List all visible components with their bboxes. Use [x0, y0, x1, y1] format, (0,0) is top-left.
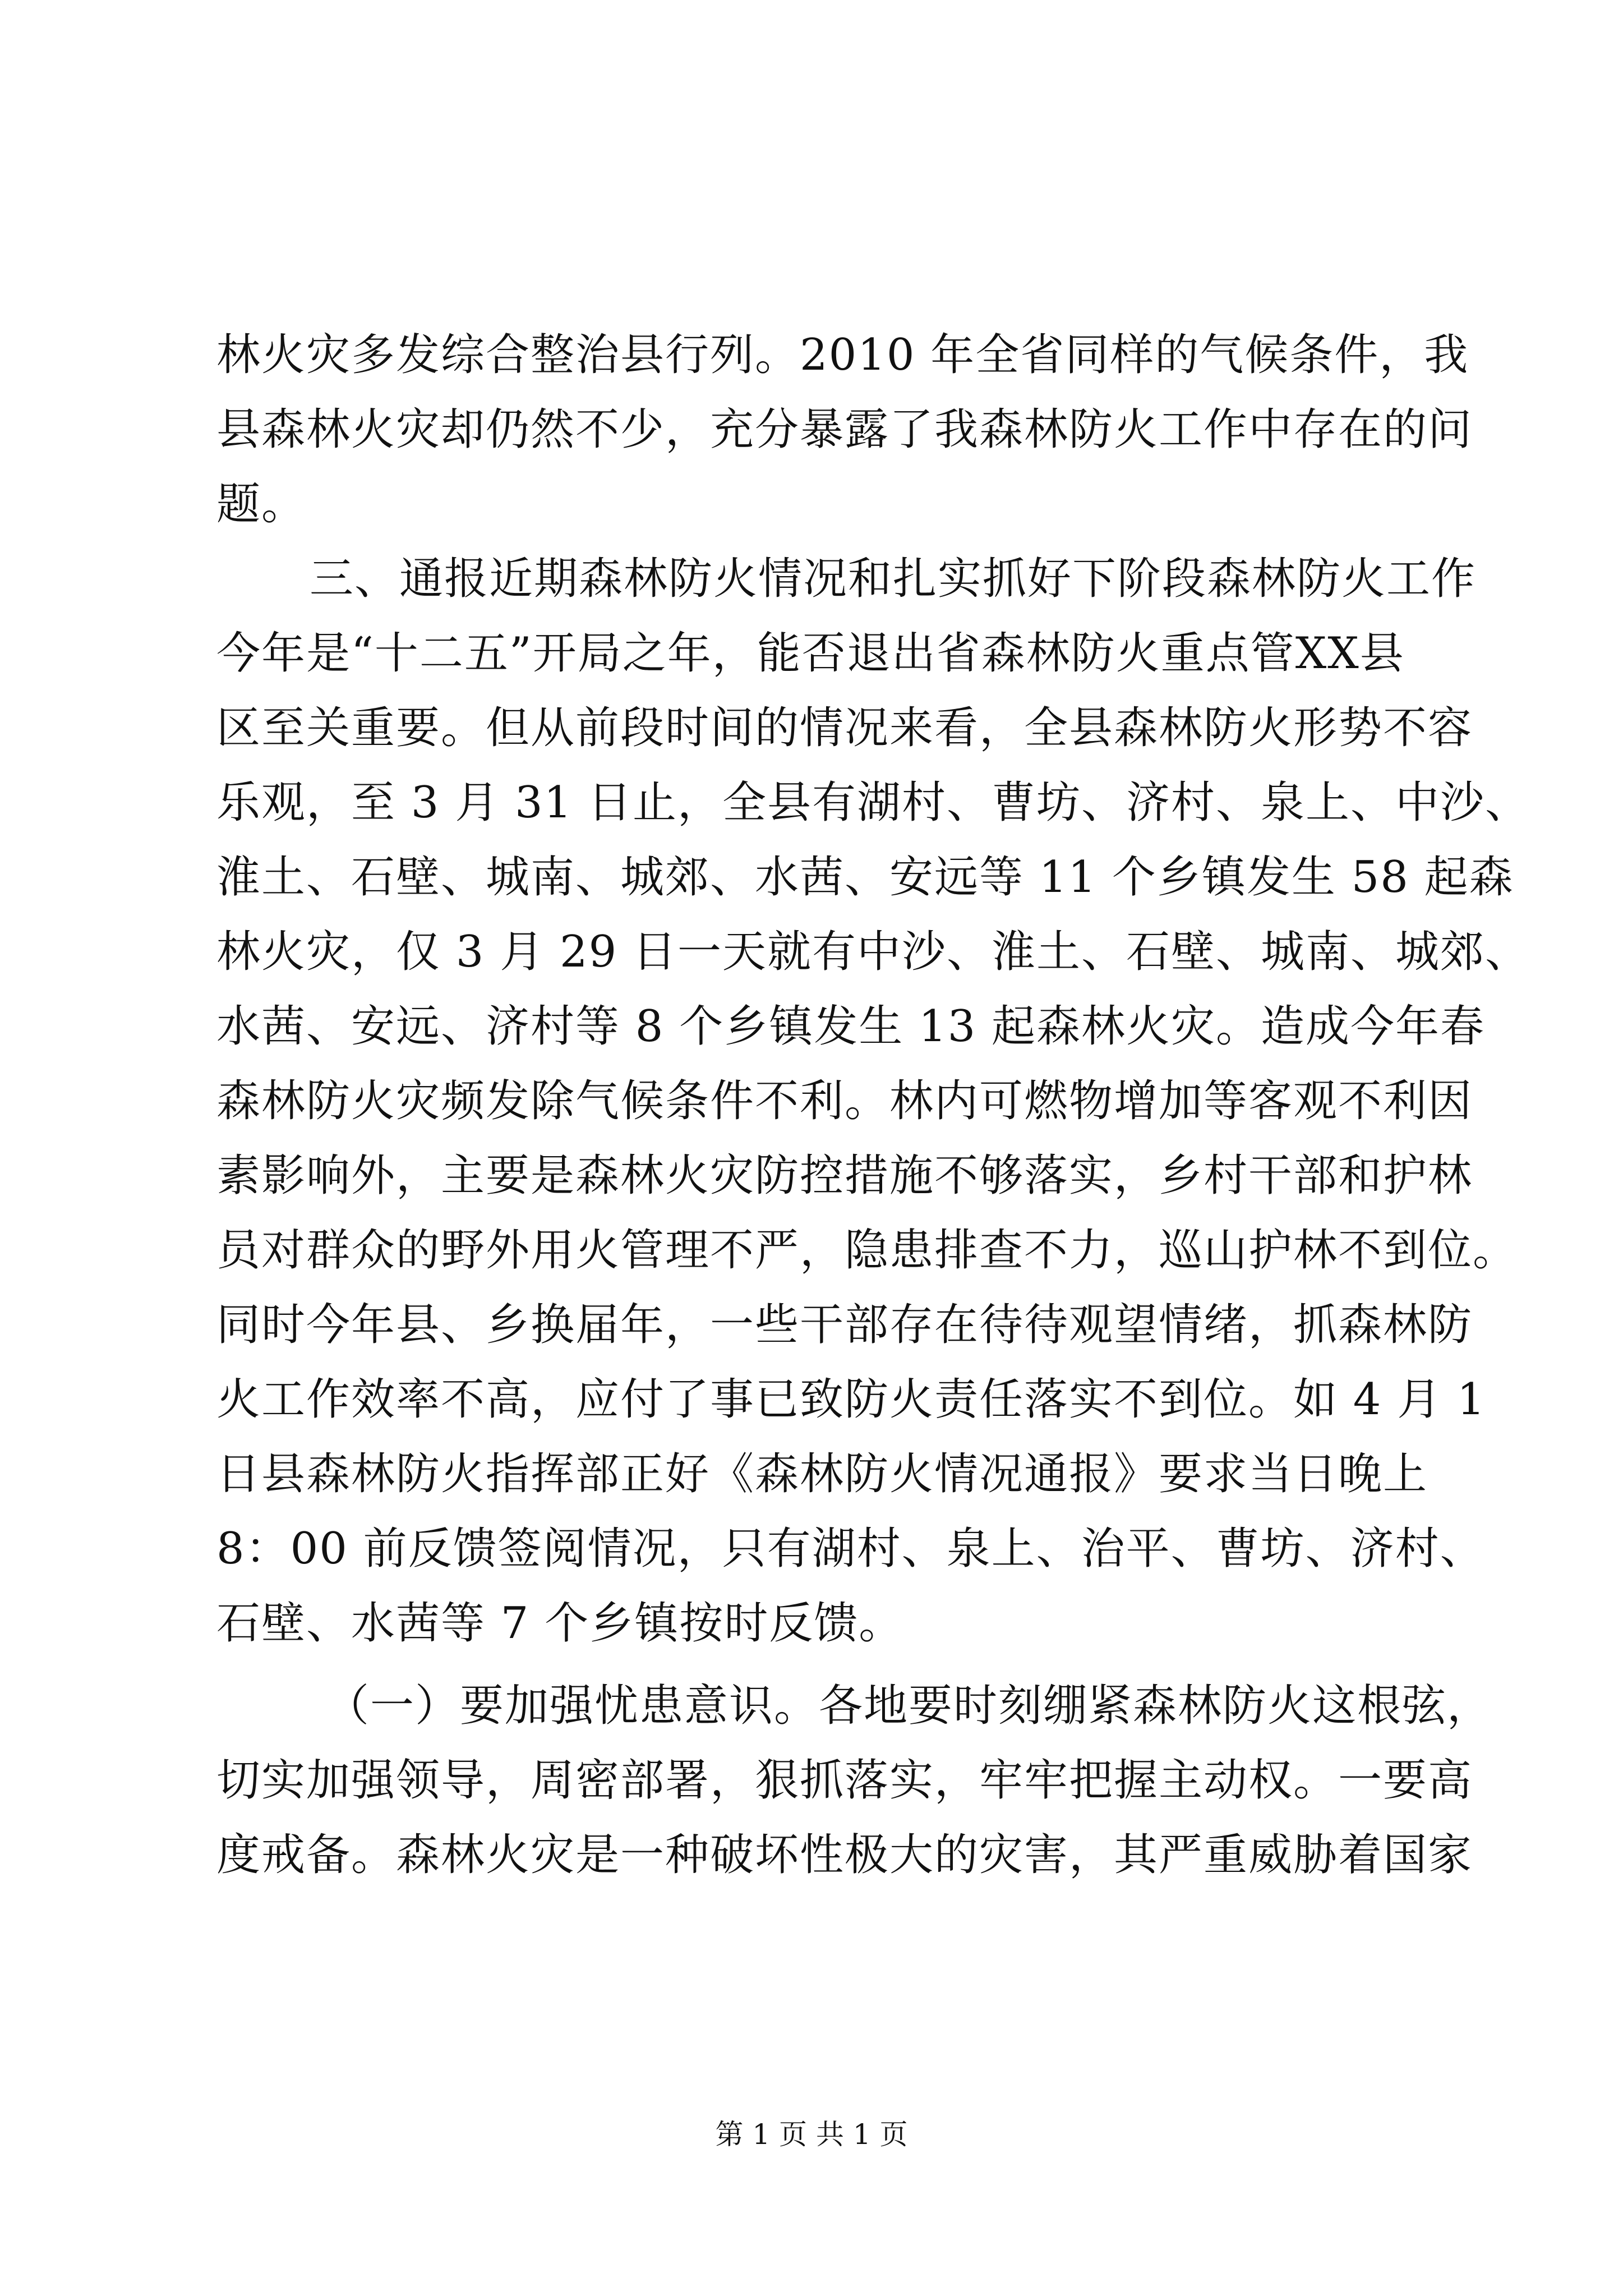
- body-line: 乐观，至 3 月 31 日止，全县有湖村、曹坊、济村、泉上、中沙、: [216, 777, 1530, 828]
- body-line: 8：00 前反馈签阅情况，只有湖村、泉上、治平、曹坊、济村、: [216, 1524, 1485, 1574]
- body-line: 今年是“十二五”开局之年，能否退出省森林防火重点管XX县: [216, 628, 1405, 679]
- section-heading: 三、通报近期森林防火情况和扎实抓好下阶段森林防火工作: [310, 554, 1477, 604]
- body-line: 县森林火灾却仍然不少，充分暴露了我森林防火工作中存在的问: [216, 404, 1473, 455]
- subsection-line: （一）要加强忧患意识。各地要时刻绷紧森林防火这根弦，: [325, 1681, 1492, 1731]
- page-footer: 第 1 页 共 1 页: [715, 2118, 908, 2151]
- body-line: 区至关重要。但从前段时间的情况来看，全县森林防火形势不容: [216, 703, 1473, 753]
- body-line: 森林防火灾频发除气候条件不利。林内可燃物增加等客观不利因: [216, 1076, 1473, 1126]
- body-line: 林火灾多发综合整治县行列。2010 年全省同样的气候条件，我: [216, 330, 1469, 380]
- body-line: 石壁、水茜等 7 个乡镇按时反馈。: [216, 1598, 904, 1649]
- body-line: 淮土、石壁、城南、城郊、水茜、安远等 11 个乡镇发生 58 起森: [216, 852, 1514, 903]
- body-line: 员对群众的野外用火管理不严，隐患排查不力，巡山护林不到位。: [216, 1225, 1518, 1276]
- body-line: 同时今年县、乡换届年，一些干部存在待待观望情绪，抓森林防: [216, 1300, 1473, 1350]
- body-line: 火工作效率不高，应付了事已致防火责任落实不到位。如 4 月 1: [216, 1374, 1486, 1425]
- body-line: 水茜、安远、济村等 8 个乡镇发生 13 起森林火灾。造成今年春: [216, 1001, 1486, 1052]
- body-line: 日县森林防火指挥部正好《森林防火情况通报》要求当日晚上: [216, 1449, 1428, 1499]
- body-line: 切实加强领导，周密部署，狠抓落实，牢牢把握主动权。一要高: [216, 1755, 1473, 1806]
- body-line: 林火灾，仅 3 月 29 日一天就有中沙、淮土、石壁、城南、城郊、: [216, 927, 1530, 977]
- body-line: 素影响外，主要是森林火灾防控措施不够落实，乡村干部和护林: [216, 1151, 1473, 1201]
- body-line: 度戒备。森林火灾是一种破坏性极大的灾害，其严重威胁着国家: [216, 1830, 1473, 1880]
- body-line: 题。: [216, 479, 307, 530]
